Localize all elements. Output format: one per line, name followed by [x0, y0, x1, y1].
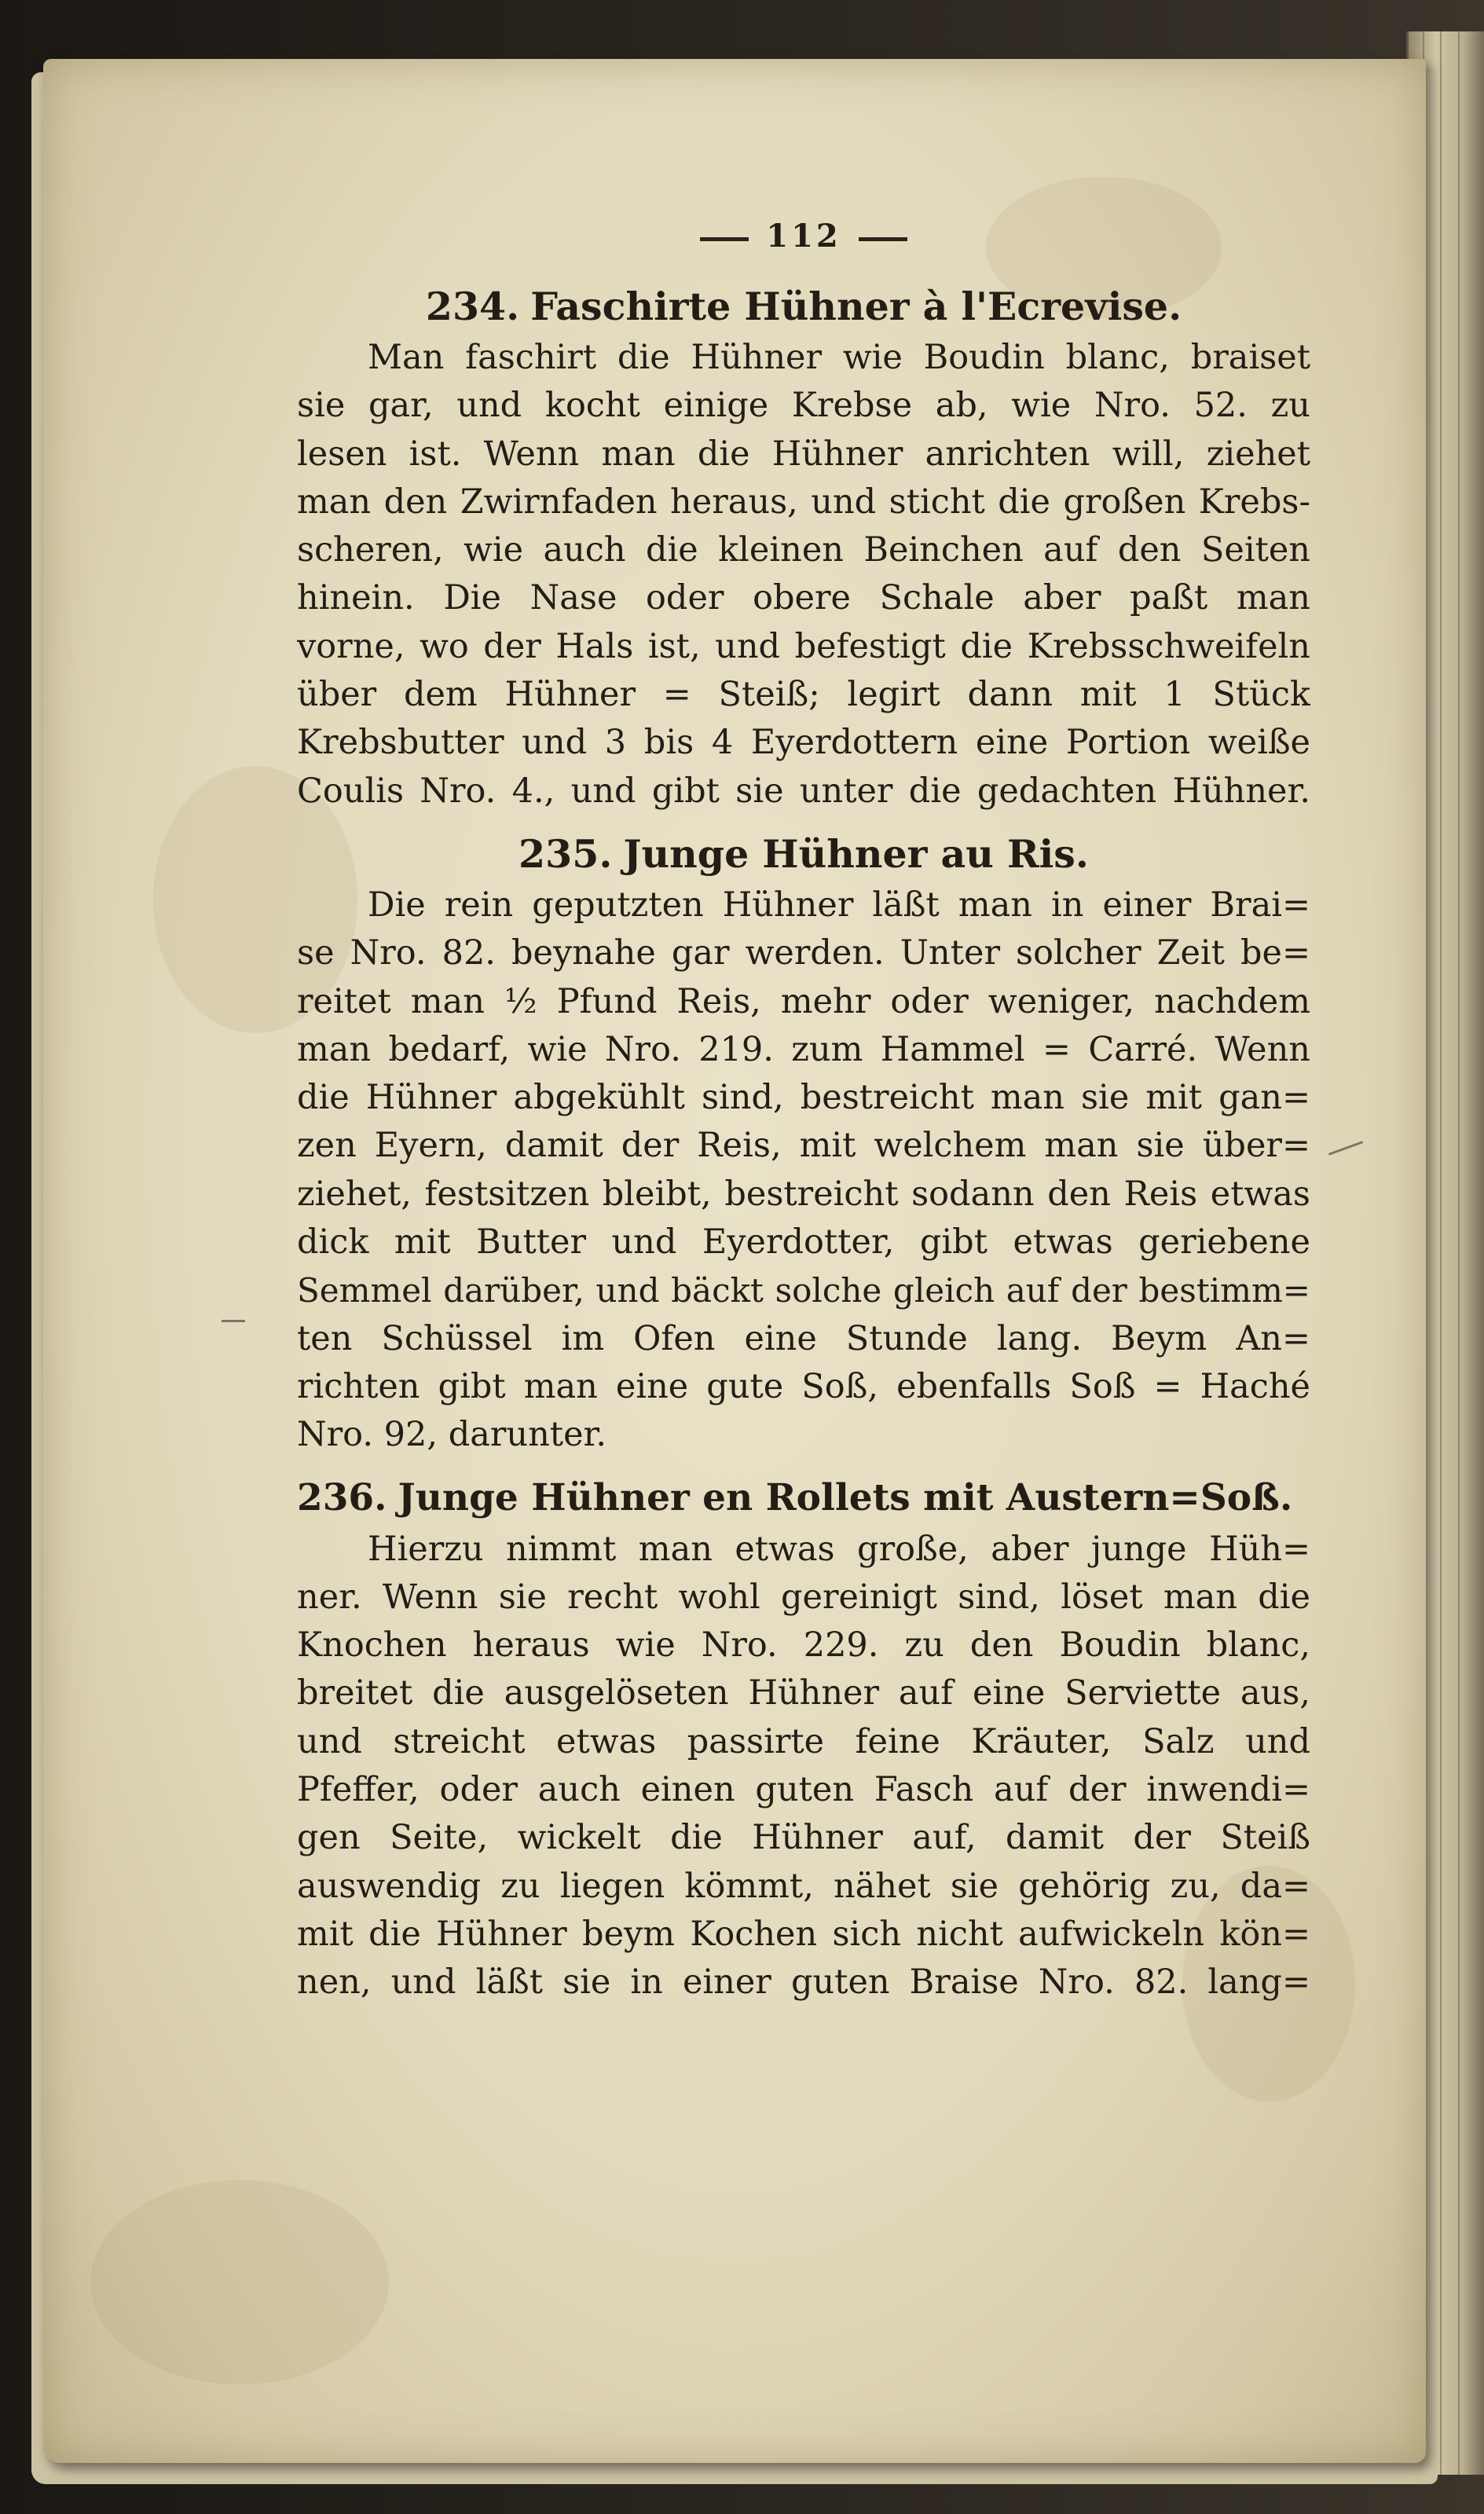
recipe-title: Junge Hühner en Rollets mit Austern=Soß. [398, 1475, 1293, 1519]
page-number: 112 [766, 218, 841, 255]
recipe-number: 235. [518, 830, 613, 877]
text-line: auswendig zu liegen kömmt, nähet sie gehörig zu, da= [297, 1866, 1310, 1906]
text-line: se Nro. 82. beynahe gar werden. Unter solcher Zeit be= [297, 933, 1310, 973]
recipe-title: Junge Hühner au Ris. [623, 830, 1089, 877]
text-line: ten Schüssel im Ofen eine Stunde lang. Beym An= [297, 1318, 1310, 1358]
text-line: breitet die ausgelöseten Hühner auf eine Serviette aus, [297, 1673, 1310, 1713]
text-line: hinein. Die Nase oder obere Schale aber paßt man [297, 578, 1310, 618]
text-line: ner. Wenn sie recht wohl gereinigt sind, löset man die [297, 1577, 1310, 1617]
text-line: Hierzu nimmt man etwas große, aber junge Hüh= [368, 1529, 1310, 1569]
text-line: vorne, wo der Hals ist, und befestigt die Krebsschweifeln [297, 626, 1310, 666]
text-line: reitet man ½ Pfund Reis, mehr oder weniger, nachdem [297, 981, 1310, 1021]
text-line: Pfeffer, oder auch einen guten Fasch auf der inwendi= [297, 1770, 1310, 1810]
text-line: über dem Hühner = Steiß; legirt dann mit 1 Stück [297, 675, 1310, 715]
text-line: die Hühner abgekühlt sind, bestreicht man sie mit gan= [297, 1078, 1310, 1118]
text-line: richten gibt man eine gute Soß, ebenfalls Soß = Haché [297, 1366, 1310, 1406]
page-text [297, 216, 1310, 2007]
text-line: lesen ist. Wenn man die Hühner anrichten will, ziehet [297, 434, 1310, 474]
recipe-number: 236. [297, 1475, 387, 1519]
recipe-heading [297, 282, 1310, 331]
text-line: mit die Hühner beym Kochen sich nicht aufwickeln kön= [297, 1914, 1310, 1954]
text-line: Nro. 92, darunter. [297, 1415, 607, 1455]
text-line: Knochen heraus wie Nro. 229. zu den Boudin blanc, [297, 1625, 1310, 1666]
text-line: man bedarf, wie Nro. 219. zum Hammel = Carré. Wenn [297, 1029, 1310, 1069]
right-dash [859, 237, 907, 241]
margin-pencil-mark [222, 1320, 245, 1322]
text-line: Die rein geputzten Hühner läßt man in einer Brai= [368, 885, 1310, 925]
text-line: gen Seite, wickelt die Hühner auf, damit der Steiß [297, 1818, 1310, 1858]
text-line: Man faschirt die Hühner wie Boudin blanc, braiset [368, 338, 1310, 377]
recipe-heading [297, 830, 1310, 878]
text-line: ziehet, festsitzen bleibt, bestreicht sodann den Reis etwas [297, 1174, 1310, 1214]
page-number-line [297, 216, 1310, 257]
text-line: man den Zwirnfaden heraus, und sticht die großen Krebs- [297, 482, 1310, 522]
text-line: und streicht etwas passirte feine Kräuter, Salz und [297, 1721, 1310, 1761]
recipe-number: 234. [425, 284, 520, 329]
text-line: sie gar, und kocht einige Krebse ab, wie Nro. 52. zu [297, 386, 1310, 426]
left-dash [700, 237, 749, 241]
recipe-heading [297, 1474, 1310, 1523]
text-line: Coulis Nro. 4., und gibt sie unter die gedachten Hühner. [297, 771, 1310, 811]
text-line: nen, und läßt sie in einer guten Braise Nro. 82. lang= [297, 1962, 1310, 2003]
text-line: zen Eyern, damit der Reis, mit welchem man sie über= [297, 1126, 1310, 1166]
recipe-title: Faschirte Hühner à l'Ecrevise. [530, 284, 1182, 329]
text-line: Krebsbutter und 3 bis 4 Eyerdottern eine Portion weiße [297, 723, 1310, 763]
text-line: scheren, wie auch die kleinen Beinchen auf den Seiten [297, 530, 1310, 570]
text-line: Semmel darüber, und bäckt solche gleich auf der bestimm= [297, 1271, 1310, 1310]
text-line: dick mit Butter und Eyerdotter, gibt etwas geriebene [297, 1222, 1310, 1262]
